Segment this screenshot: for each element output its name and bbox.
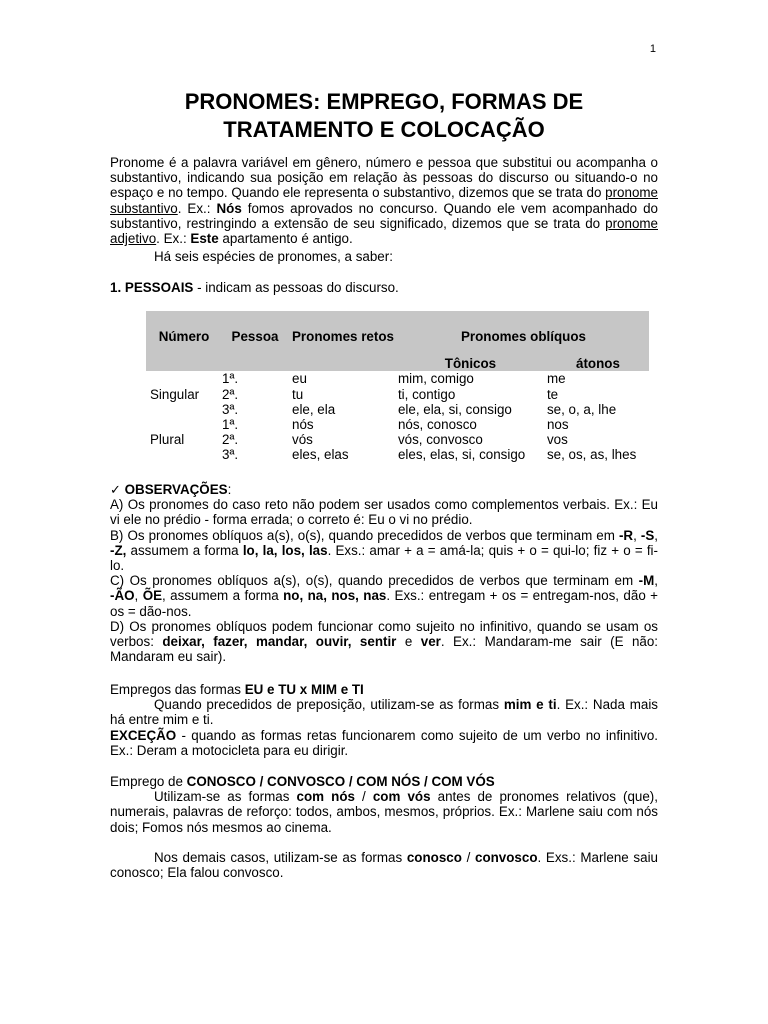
cell-reto: nós	[292, 417, 314, 433]
table-row	[146, 447, 649, 462]
table-row	[146, 371, 649, 386]
intro-paragraph: Pronome é a palavra variável em gênero, número e pessoa que substitui ou acompanha o substantivo, indicando sua posição em relação às pessoas do discurso ou situando-o no espaço e no tempo. Quando ele representa o substantivo, dizemos que se trata do pronome substantivo. Ex.: Nós fomos aprovados no concurso. Quando ele vem acompanhado do substantivo, restringindo a extensão de seu significado, dizemos que se trata do pronome adjetivo. Ex.: Este apartamento é antigo.	[110, 155, 658, 247]
empregos-excecao: EXCEÇÃO - quando as formas retas funcionarem como sujeito de um verbo no infinitivo. Ex.: Deram a motocicleta para eu dirigir.	[110, 727, 658, 758]
header-pessoa: Pessoa	[218, 311, 288, 371]
cell-pessoa: 1ª.	[222, 417, 239, 433]
conosco-p1: Utilizam-se as formas com nós / com vós antes de pronomes relativos (que), numerais, palavras de reforço: todos, ambos, mesmos, próprios. Ex.: Marlene saiu com nós dois; Fomos nós mesmos ao cinema.	[110, 789, 658, 835]
cell-reto: ele, ela	[292, 401, 336, 417]
page-title: PRONOMES: EMPREGO, FORMAS DE TRATAMENTO E COLOCAÇÃO	[184, 89, 584, 142]
cell-pessoa: 1ª.	[222, 371, 239, 387]
empregos-section	[110, 682, 658, 758]
empregos-p1: Quando precedidos de preposição, utilizam-se as formas mim e ti. Ex.: Nada mais há entre mim e ti.	[110, 697, 659, 728]
header-numero: Número	[146, 311, 218, 371]
cell-atono: se, o, a, lhe	[546, 401, 617, 417]
cell-tonico: nós, conosco	[397, 417, 477, 433]
observacoes-heading: ✓ OBSERVAÇÕES:	[110, 482, 232, 497]
empregos-heading: Empregos das formas EU e TU x MIM e TI	[110, 682, 364, 697]
cell-reto: tu	[292, 386, 304, 402]
header-atonos: átonos	[543, 356, 649, 371]
cell-pessoa: 3ª.	[222, 447, 239, 463]
cell-tonico: vós, convosco	[397, 432, 483, 448]
cell-tonico: ti, contigo	[397, 386, 456, 402]
conosco-heading: Emprego de CONOSCO / CONVOSCO / COM NÓS / COM VÓS	[110, 774, 495, 789]
cell-atono: te	[546, 386, 559, 402]
page-number: 1	[649, 43, 656, 55]
table-row	[146, 417, 649, 432]
observacoes-section	[110, 482, 658, 664]
cell-pessoa: 2ª.	[222, 432, 239, 448]
cell-numero: Singular	[150, 386, 200, 402]
header-tonicos: Tônicos	[394, 356, 543, 371]
obs-b: B) Os pronomes oblíquos a(s), o(s), quando precedidos de verbos que terminam em -R, -S, -Z, assumem a forma lo, la, los, las. Exs.: amar + a = amá-la; quis + o = qui-lo; fiz + o = fi-lo.	[110, 527, 658, 574]
obs-a: A) Os pronomes do caso reto não podem ser usados como complementos verbais. Ex.: Eu vi ele no prédio - forma errada; o correto é: Eu o vi no prédio.	[110, 497, 658, 528]
cell-reto: eles, elas	[292, 447, 349, 463]
cell-atono: nos	[546, 417, 569, 433]
table-row	[146, 387, 649, 402]
section-pessoais: 1. PESSOAIS - indicam as pessoas do discurso.	[110, 280, 399, 295]
conosco-p2: Nos demais casos, utilizam-se as formas conosco / convosco. Exs.: Marlene saiu conosco; Ela falou convosco.	[110, 849, 658, 881]
cell-atono: vos	[546, 432, 568, 448]
obs-c: C) Os pronomes oblíquos a(s), o(s), quando precedidos de verbos que terminam em -M, -ÃO, ÕE, assumem a forma no, na, nos, nas. Exs.: entregam + os = entregam-nos, dão + os = dão-nos.	[110, 573, 658, 619]
intro-line2: Há seis espécies de pronomes, a saber:	[154, 249, 393, 264]
header-retos: Pronomes retos	[288, 311, 394, 371]
pronouns-table	[146, 311, 649, 463]
cell-atono: me	[546, 371, 566, 387]
cell-pessoa: 3ª.	[222, 401, 239, 417]
conosco-section	[110, 774, 658, 880]
cell-numero: Plural	[150, 432, 185, 448]
checkmark-icon: ✓	[110, 482, 121, 497]
cell-reto: vós	[292, 432, 313, 448]
cell-pessoa: 2ª.	[222, 386, 239, 402]
cell-tonico: eles, elas, si, consigo	[397, 447, 526, 463]
table-row	[146, 432, 649, 447]
cell-reto: eu	[292, 371, 307, 387]
table-row	[146, 402, 649, 417]
obs-d: D) Os pronomes oblíquos podem funcionar como sujeito no infinitivo, quando se usam os verbos: deixar, fazer, mandar, ouvir, sentir e ver. Ex.: Mandaram-me sair (E não: Mandaram eu sair).	[110, 618, 659, 665]
cell-tonico: ele, ela, si, consigo	[397, 401, 512, 417]
cell-tonico: mim, comigo	[397, 371, 474, 387]
header-obliquos: Pronomes oblíquos	[394, 311, 649, 356]
cell-atono: se, os, as, lhes	[546, 447, 637, 463]
table-header-row	[146, 311, 649, 356]
